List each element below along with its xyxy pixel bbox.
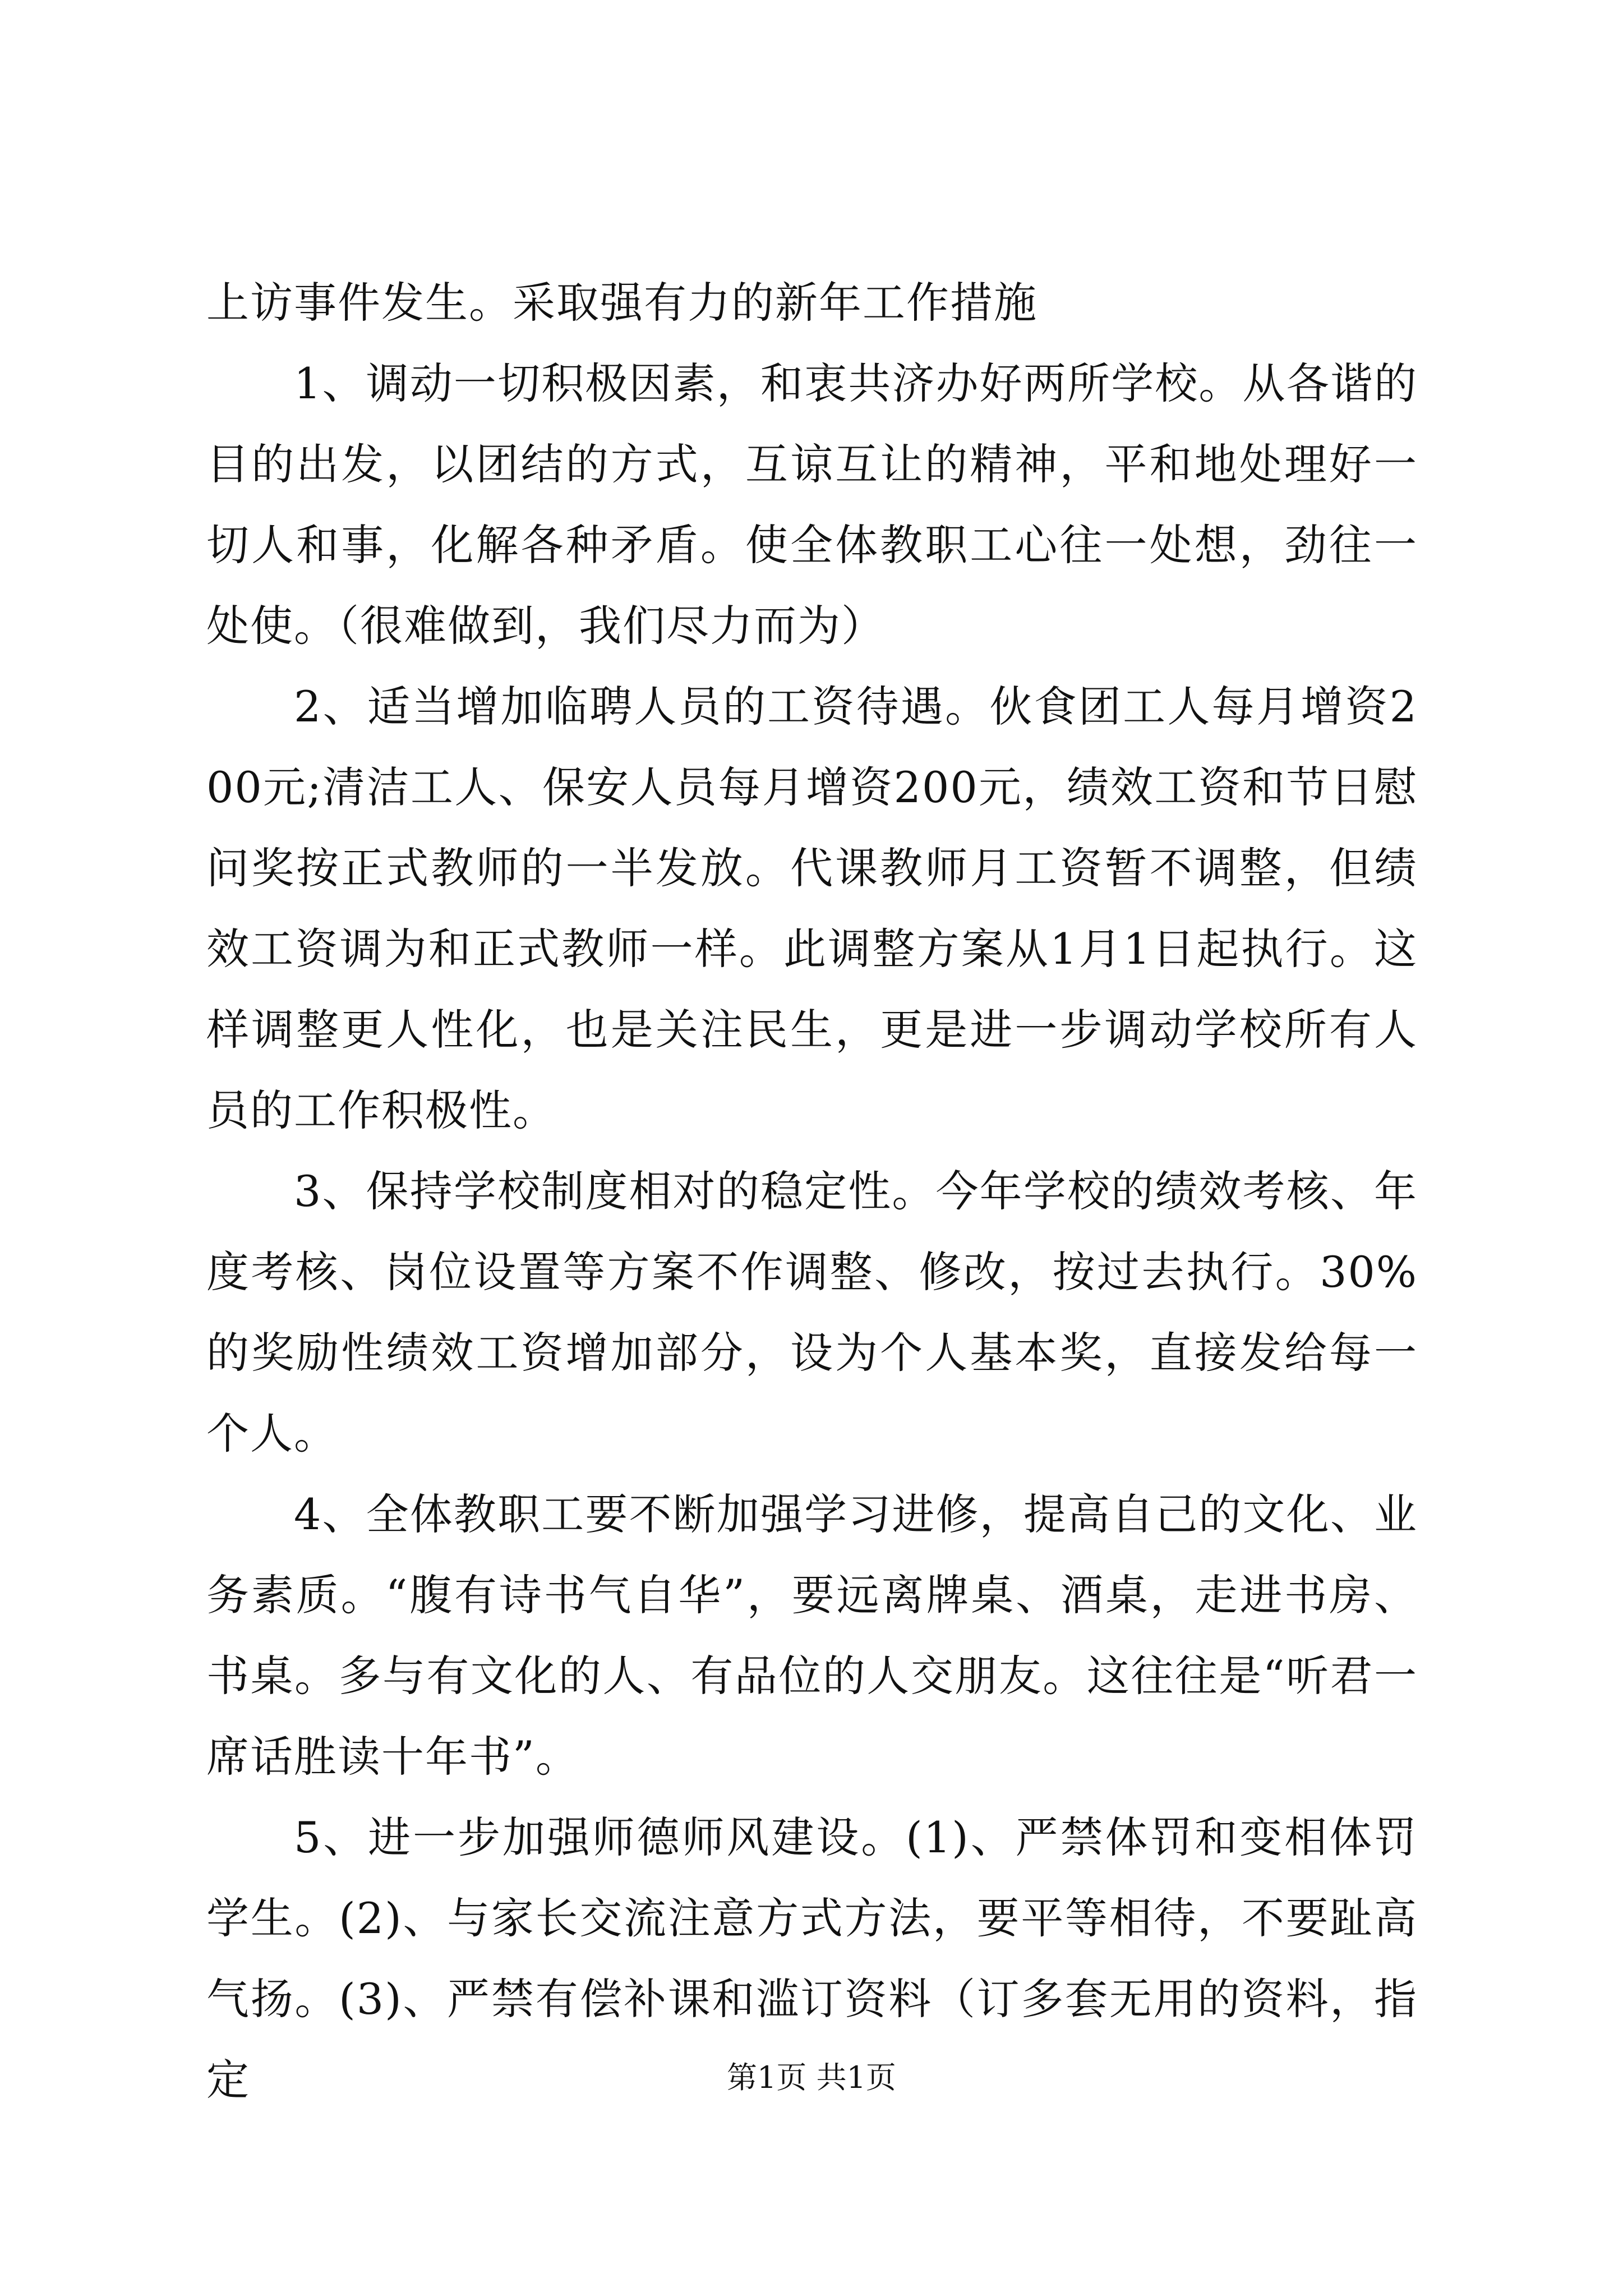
paragraph-item-4: 4、全体教职工要不断加强学习进修，提高自己的文化、业务素质。“腹有诗书气自华”，要远离牌桌、酒桌，走进书房、书桌。多与有文化的人、有品位的人交朋友。这往往是“听君一席话胜读十年书”。 bbox=[206, 1489, 1418, 1782]
paragraph-continuation: 上访事件发生。采取强有力的新年工作措施 bbox=[206, 278, 1038, 328]
paragraph-item-3: 3、保持学校制度相对的稳定性。今年学校的绩效考核、年度考核、岗位设置等方案不作调整、修改，按过去执行。30%的奖励性绩效工资增加部分，设为个人基本奖，直接发给每一个人。 bbox=[206, 1166, 1418, 1458]
paragraph-item-2: 2、适当增加临聘人员的工资待遇。伙食团工人每月增资200元;清洁工人、保安人员每月增资200元，绩效工资和节日慰问奖按正式教师的一半发放。代课教师月工资暂不调整，但绩效工资调为和正式教师一样。此调整方案从1月1日起执行。这样调整更人性化，也是关注民生，更是进一步调动学校所有人员的工作积极性。 bbox=[206, 682, 1418, 1135]
paragraph-item-1: 1、调动一切积极因素，和衷共济办好两所学校。从各谐的目的出发，以团结的方式，互谅互让的精神，平和地处理好一切人和事，化解各种矛盾。使全体教职工心往一处想，劲往一处使。（很难做到，我们尽力而为） bbox=[206, 358, 1418, 651]
paragraph-item-5: 5、进一步加强师德师风建设。(1)、严禁体罚和变相体罚学生。(2)、与家长交流注意方式方法，要平等相待，不要趾高气扬。(3)、严禁有偿补课和滥订资料（订多套无用的资料，指定 bbox=[206, 1812, 1418, 2105]
document-body bbox=[206, 263, 1418, 2120]
page-footer: 第1页 共1页 bbox=[727, 2060, 896, 2095]
